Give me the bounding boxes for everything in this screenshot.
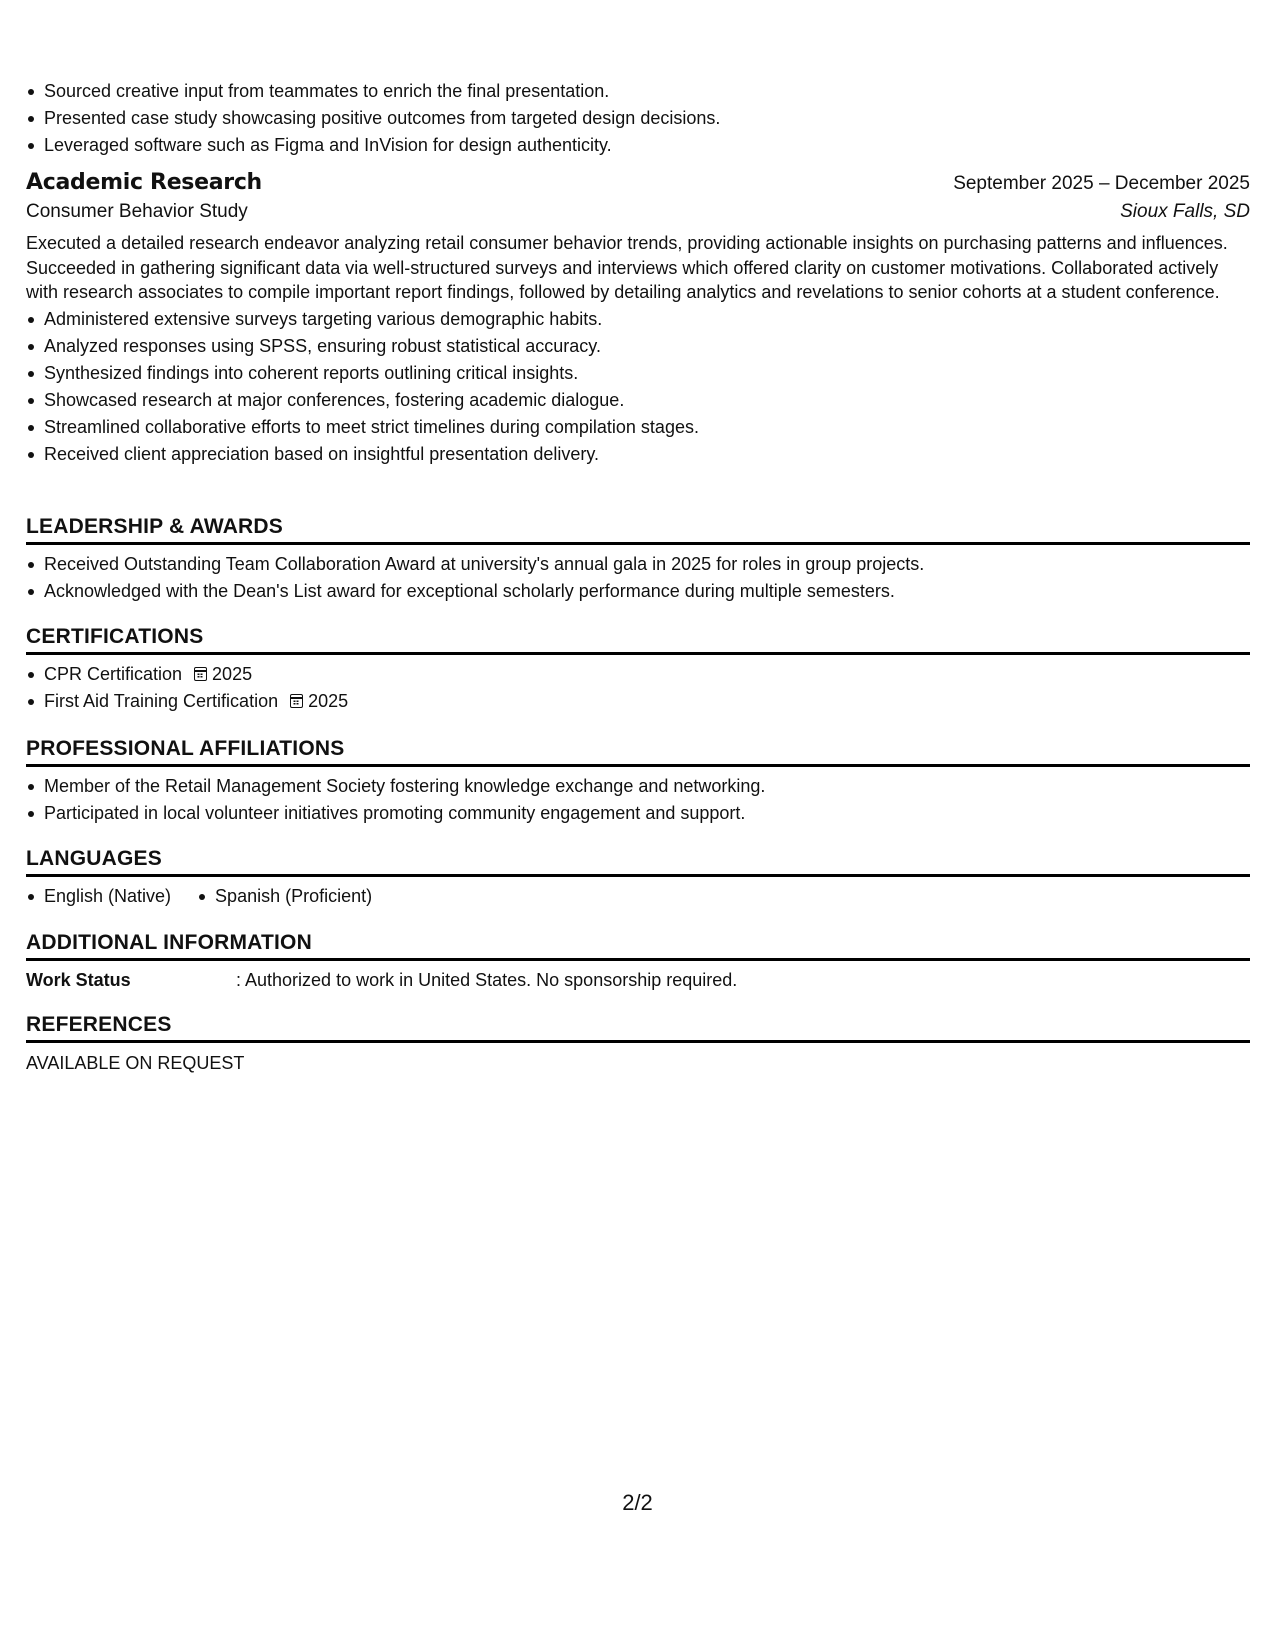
certification-name: First Aid Training Certification [44, 691, 279, 711]
list-item: Acknowledged with the Dean's List award for exceptional scholarly performance during multiple semesters. [26, 578, 1250, 605]
list-item: Streamlined collaborative efforts to meet strict timelines during compilation stages. [26, 414, 1250, 441]
research-location: Sioux Falls, SD [1120, 201, 1250, 222]
affiliations-section [26, 737, 1250, 827]
research-subheader-row [26, 201, 1250, 223]
list-item: Presented case study showcasing positive outcomes from targeted design decisions. [26, 105, 1250, 132]
calendar-icon [290, 694, 303, 708]
research-bullets [26, 306, 1250, 468]
work-status-value: : Authorized to work in United States. No sponsorship required. [236, 970, 738, 990]
page-number: 2/2 [622, 1490, 653, 1515]
list-item: Member of the Retail Management Society fostering knowledge exchange and networking. [26, 773, 1250, 800]
research-title: Academic Research [26, 170, 262, 195]
work-status-label: Work Status [26, 970, 131, 990]
languages-section [26, 847, 1250, 910]
list-item: Analyzed responses using SPSS, ensuring robust statistical accuracy. [26, 333, 1250, 360]
references-section [26, 1013, 1250, 1076]
section-heading: LEADERSHIP & AWARDS [26, 515, 1250, 545]
certifications-list [26, 661, 1250, 715]
list-item: Synthesized findings into coherent reports outlining critical insights. [26, 360, 1250, 387]
research-entry [26, 170, 1250, 468]
certification-name: CPR Certification [44, 664, 183, 684]
leadership-list [26, 551, 1250, 605]
section-heading: REFERENCES [26, 1013, 1250, 1043]
affiliations-list [26, 773, 1250, 827]
list-item: Received client appreciation based on insightful presentation delivery. [26, 441, 1250, 468]
additional-section [26, 931, 1250, 993]
section-heading: ADDITIONAL INFORMATION [26, 931, 1250, 961]
list-item: Administered extensive surveys targeting various demographic habits. [26, 306, 1250, 333]
resume-page [26, 0, 1250, 1650]
research-subtitle: Consumer Behavior Study [26, 201, 248, 222]
list-item: Sourced creative input from teammates to enrich the final presentation. [26, 78, 1250, 105]
certification-year: 2025 [212, 664, 253, 684]
certifications-section [26, 625, 1250, 715]
calendar-icon [194, 667, 207, 681]
list-item: Showcased research at major conferences, fostering academic dialogue. [26, 387, 1250, 414]
certification-item [26, 661, 1250, 688]
previous-entry-bullets [26, 78, 1250, 159]
section-heading: CERTIFICATIONS [26, 625, 1250, 655]
certification-year: 2025 [308, 691, 349, 711]
section-heading: LANGUAGES [26, 847, 1250, 877]
work-status-row [26, 967, 1250, 993]
list-item: Participated in local volunteer initiatives promoting community engagement and support. [26, 800, 1250, 827]
certification-item [26, 688, 1250, 715]
section-heading: PROFESSIONAL AFFILIATIONS [26, 737, 1250, 767]
research-dates: September 2025 – December 2025 [953, 173, 1250, 194]
list-item: Leveraged software such as Figma and InVision for design authenticity. [26, 132, 1250, 159]
research-header-row [26, 170, 1250, 195]
references-text: AVAILABLE ON REQUEST [26, 1053, 245, 1073]
list-item: Received Outstanding Team Collaboration Award at university's annual gala in 2025 for roles in group projects. [26, 551, 1250, 578]
language-item: Spanish (Proficient) [197, 883, 372, 910]
language-item: English (Native) [26, 883, 171, 910]
leadership-section [26, 515, 1250, 605]
research-description: Executed a detailed research endeavor analyzing retail consumer behavior trends, providing actionable insights on purchasing patterns and influences. Succeeded in gathering significant data via well-structured surveys and interviews which offered clarity on customer motivations. Collaborated actively with research associates to compile important report findings, followed by detailing analytics and revelations to senior cohorts at a student conference. [26, 233, 1228, 302]
languages-list [26, 883, 1250, 910]
